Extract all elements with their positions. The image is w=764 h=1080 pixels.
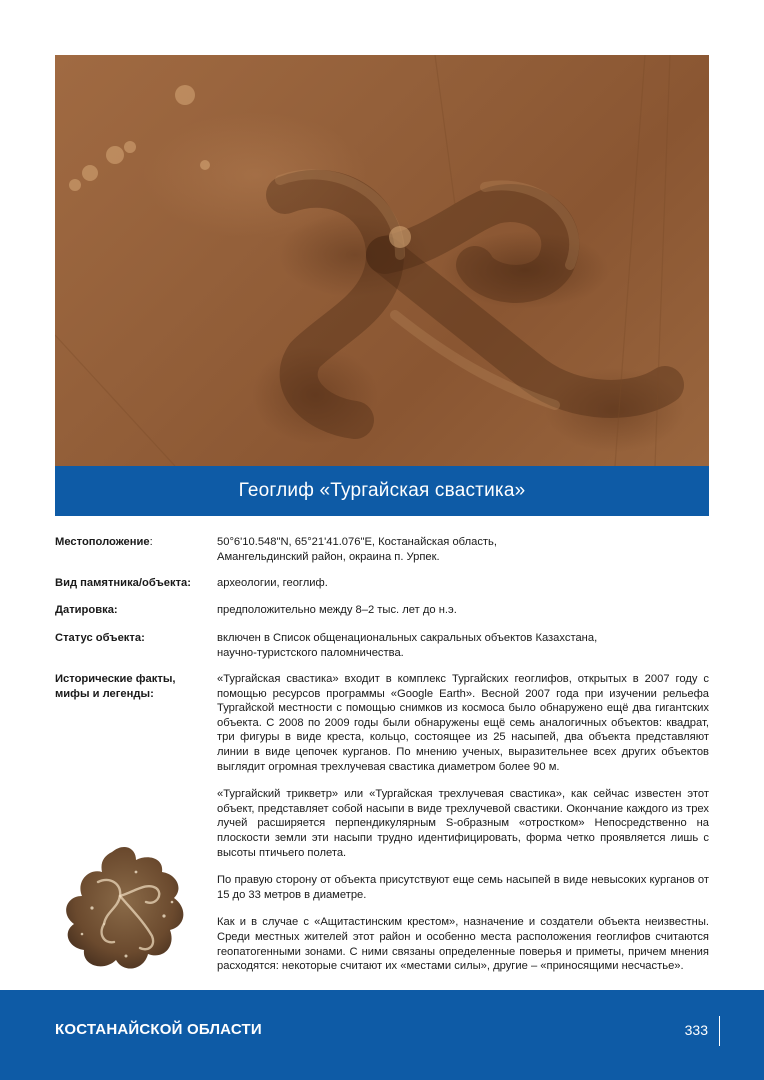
field-location-value: 50°6'10.548"N, 65°21'41.076"E, Костанайская область, Амангельдинский район, окраина п. Урпек. bbox=[217, 536, 497, 563]
history-paragraph: «Тургайская свастика» входит в комплекс Тургайских геоглифов, открытых в 2007 году с помощью ресурсов программы «Google Earth». Весной 2007 года при изучении рельефа Тургайской местности с помощью снимков из космоса было обнаружено ещё два гигантских объекта. С 2008 по 2009 годы были обнаружены ещё семь аналогичных объектов: квадрат, три фигуры в виде креста, кольцо, состоящее из 25 насыпей, два объекта представляют линии в виде цепочек курганов. По мнению ученых, выразительнее всех других объектов выглядит огромная трехлучевая свастика диаметром более 90 м. bbox=[217, 673, 709, 773]
history-paragraph: «Тургайский трикветр» или «Тургайская трехлучевая свастика», как сейчас известен этот объект, представляет собой насыпи в виде трехлучевой свастики. Окончание каждого из трех лучей расширяется перпендикулярным S-образным «отростком» Непосредственно на плоскости земли эти насыпи трудно идентифицировать, форма четко проявляется лишь с высоты птичьего полета. bbox=[217, 788, 709, 859]
geoglyph-model-thumbnail bbox=[52, 838, 202, 980]
field-status-label: Статус объекта: bbox=[55, 632, 145, 644]
history-paragraph: По правую сторону от объекта присутствуют еще семь насыпей в виде невысоких курганов от 15 до 33 метров в диаметре. bbox=[217, 874, 709, 901]
geoglyph-mounds-drawing bbox=[55, 55, 709, 466]
title-bar bbox=[55, 466, 709, 516]
page-number: 333 bbox=[684, 1022, 708, 1038]
field-location-label: Местоположение: bbox=[55, 536, 153, 548]
aerial-geoglyph-photo bbox=[55, 55, 709, 466]
field-history-label: Исторические факты, мифы и легенды: bbox=[55, 673, 176, 700]
field-dating-value: предположительно между 8–2 тыс. лет до н.э. bbox=[217, 604, 457, 616]
field-history-text bbox=[217, 672, 709, 987]
page-number-divider bbox=[719, 1016, 720, 1046]
page-title: Геоглиф «Тургайская свастика» bbox=[238, 480, 526, 501]
footer-title: КОСТАНАЙСКОЙ ОБЛАСТИ bbox=[55, 1021, 262, 1038]
history-paragraph: Как и в случае с «Ащитастинским крестом», назначение и создатели объекта неизвестны. Среди местных жителей этот район и особенно места расположения геоглифов считаются геопатогенными зонами. С ними связаны определенные поверья и приметы, причем мнения расходятся: некоторые считают их «местами силы», другие – «приносящими несчастье». bbox=[217, 916, 709, 973]
field-type-value: археологии, геоглиф. bbox=[217, 577, 328, 589]
field-status-value: включен в Список общенациональных сакральных объектов Казахстана, научно-туристского паломничества. bbox=[217, 632, 598, 659]
field-dating-label: Датировка: bbox=[55, 604, 118, 616]
field-type-label: Вид памятника/объекта: bbox=[55, 577, 191, 589]
